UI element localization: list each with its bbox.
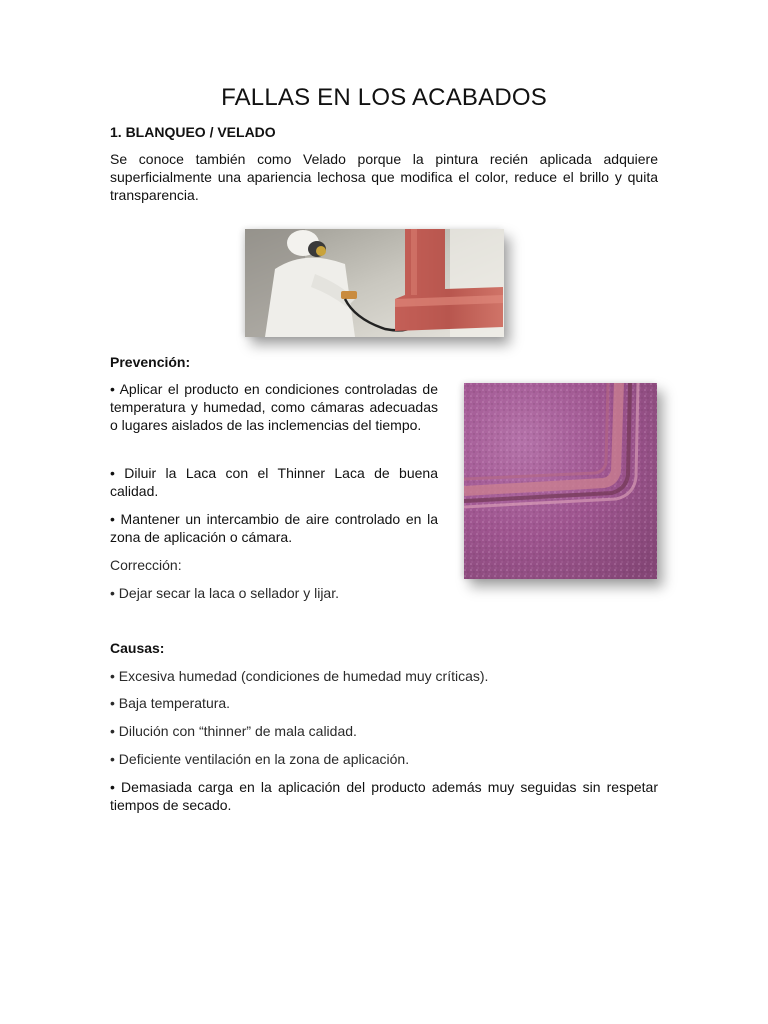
blushed-lacquer-closeup-photo <box>464 383 657 579</box>
correccion-heading: Corrección: <box>110 557 182 573</box>
prevencion-item-1: • Aplicar el producto en condiciones controladas de temperatura y humedad, como cámaras adecuadas o lugares aislados de las inclemencias del tiempo. <box>110 381 438 433</box>
causa-item-2: • Baja temperatura. <box>110 695 231 711</box>
causas-heading: Causas: <box>110 640 165 656</box>
correccion-item: • Dejar secar la laca o sellador y lijar. <box>110 585 339 601</box>
prevencion-item-3: • Mantener un intercambio de aire controlado en la zona de aplicación o cámara. <box>110 511 438 545</box>
prevencion-item-2: • Diluir la Laca con el Thinner Laca de buena calidad. <box>110 465 438 499</box>
causa-item-4: • Deficiente ventilación en la zona de aplicación. <box>110 751 410 767</box>
spray-painter-image <box>245 229 504 337</box>
intro-paragraph: Se conoce también como Velado porque la pintura recién aplicada adquiere superficialmente una apariencia lechosa que modifica el color, reduce el brillo y quita transparencia. <box>110 151 658 203</box>
section-heading-blanqueo: 1. BLANQUEO / VELADO <box>110 124 276 140</box>
causa-item-3: • Dilución con “thinner” de mala calidad. <box>110 723 357 739</box>
lacquer-closeup-image <box>464 383 657 579</box>
spray-painter-photo <box>245 229 504 337</box>
page-title: FALLAS EN LOS ACABADOS <box>221 84 547 111</box>
prevencion-heading: Prevención: <box>110 354 191 370</box>
causa-item-1: • Excesiva humedad (condiciones de humedad muy críticas). <box>110 668 489 684</box>
causa-item-5: • Demasiada carga en la aplicación del producto además muy seguidas sin respetar tiempos de secado. <box>110 779 658 813</box>
